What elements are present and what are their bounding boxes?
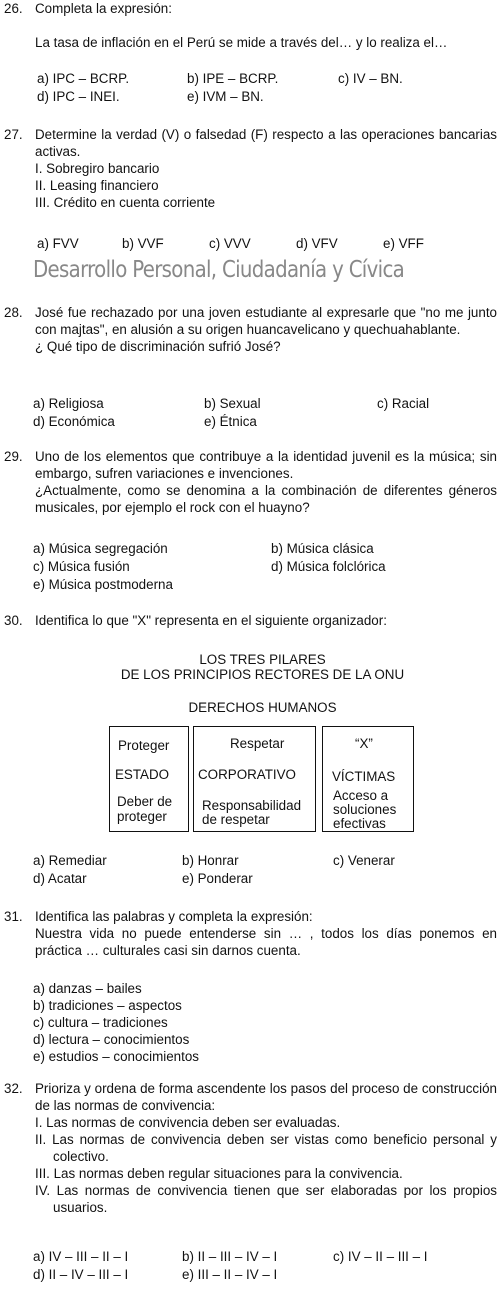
option-e: e) Ponderar xyxy=(182,871,253,886)
pillar-bottom-label: de respetar xyxy=(202,812,270,827)
option-a: a) FVV xyxy=(37,236,79,251)
question-number: 28. xyxy=(4,305,23,320)
option-a: a) Remediar xyxy=(33,853,107,868)
question-number: 30. xyxy=(4,613,23,628)
question-stem: Uno de los elementos que contribuye a la identidad juvenil es la música; sin embargo, sufren variaciones e invenciones. xyxy=(35,449,497,481)
option-a: a) IV – III – II – I xyxy=(33,1249,129,1264)
option-e: e) VFF xyxy=(383,236,424,251)
option-c: c) Venerar xyxy=(333,853,395,868)
option-c: c) Racial xyxy=(377,396,430,411)
pillar-top-label: “X” xyxy=(355,736,373,751)
option-a: a) IPC – BCRP. xyxy=(37,71,130,86)
roman-item: III. Crédito en cuenta corriente xyxy=(35,195,216,210)
option-e: e) Música postmoderna xyxy=(33,577,173,592)
option-d: d) II – IV – III – I xyxy=(33,1267,129,1282)
option-a: a) danzas – bailes xyxy=(33,981,142,996)
option-b: b) Sexual xyxy=(204,396,261,411)
pillar-mid-label: VÍCTIMAS xyxy=(332,769,396,784)
question-text: La tasa de inflación en el Perú se mide a través del… y lo realiza el… xyxy=(35,35,448,50)
question-number: 29. xyxy=(4,449,23,464)
question-text: Nuestra vida no puede entenderse sin … , todos los días ponemos en práctica … culturales casi sin darnos cuenta. xyxy=(35,926,497,958)
pillar-bottom-label: Responsabilidad xyxy=(202,798,302,813)
pillar-top-label: Respetar xyxy=(230,736,285,751)
question-prompt: ¿Actualmente, como se denomina a la combinación de diferentes géneros musicales, por ejemplo el rock con el huayno? xyxy=(35,483,497,515)
roman-item: III. Las normas deben regular situaciones para la convivencia. xyxy=(35,1166,403,1181)
question-number: 32. xyxy=(4,1081,23,1096)
pillar-bottom-label: proteger xyxy=(117,809,167,824)
pillar-bottom-label: efectivas xyxy=(333,816,386,831)
question-number: 31. xyxy=(4,909,23,924)
section-title: Desarrollo Personal, Ciudadanía y Cívica xyxy=(33,257,405,283)
option-b: b) Música clásica xyxy=(271,541,374,556)
option-c: c) VVV xyxy=(209,236,251,251)
pillar-box-proteger xyxy=(109,726,189,832)
question-number: 26. xyxy=(4,1,23,16)
option-b: b) II – III – IV – I xyxy=(182,1249,278,1264)
roman-item: II. Leasing financiero xyxy=(35,178,159,193)
question-stem: José fue rechazado por una joven estudiante al expresarle que "no me junto con majtas", en alusión a su origen huancavelicano y quechuahablante. xyxy=(35,305,497,337)
option-c: c) cultura – tradiciones xyxy=(33,1015,168,1030)
question-number: 27. xyxy=(4,127,23,142)
option-d: d) Música folclórica xyxy=(271,559,386,574)
option-d: d) IPC – INEI. xyxy=(37,89,120,104)
option-c: c) Música fusión xyxy=(33,559,130,574)
option-b: b) IPE – BCRP. xyxy=(187,71,279,86)
roman-item: I. Las normas de convivencia deben ser evaluadas. xyxy=(35,1115,341,1130)
option-e: e) IVM – BN. xyxy=(187,89,264,104)
question-stem: Prioriza y ordena de forma ascendente los pasos del proceso de construcción de las normas de convivencia: xyxy=(35,1081,497,1113)
pillar-bottom-label: soluciones xyxy=(333,802,397,817)
question-stem: Determine la verdad (V) o falsedad (F) respecto a las operaciones bancarias activas. xyxy=(35,127,497,159)
pillar-mid-label: ESTADO xyxy=(115,767,170,782)
option-d: d) lectura – conocimientos xyxy=(33,1032,190,1047)
option-c: c) IV – II – III – I xyxy=(333,1249,428,1264)
option-a: a) Música segregación xyxy=(33,541,168,556)
question-stem: Identifica las palabras y completa la expresión: xyxy=(35,909,313,924)
option-d: d) VFV xyxy=(296,236,338,251)
pillars-diagram xyxy=(0,650,500,840)
diagram-title-line1: LOS TRES PILARES xyxy=(199,652,326,667)
pillar-mid-label: CORPORATIVO xyxy=(198,767,296,782)
pillar-box-x xyxy=(322,726,414,832)
option-a: a) Religiosa xyxy=(33,396,104,411)
question-prompt: ¿ Qué tipo de discriminación sufrió José? xyxy=(35,339,281,354)
option-b: b) tradiciones – aspectos xyxy=(33,998,182,1013)
diagram-title-line2: DE LOS PRINCIPIOS RECTORES DE LA ONU xyxy=(120,667,405,682)
option-b: b) VVF xyxy=(122,236,164,251)
pillar-bottom-label: Deber de xyxy=(117,794,173,809)
option-d: d) Económica xyxy=(33,414,115,429)
option-c: c) IV – BN. xyxy=(338,71,403,86)
option-b: b) Honrar xyxy=(182,853,239,868)
option-e: e) Étnica xyxy=(204,414,257,429)
question-stem: Identifica lo que "X" representa en el siguiente organizador: xyxy=(35,613,387,628)
option-e: e) estudios – conocimientos xyxy=(33,1049,199,1064)
roman-item: IV. Las normas de convivencia tienen que ser elaboradas por los propios usuarios. xyxy=(35,1183,497,1215)
option-e: e) III – II – IV – I xyxy=(182,1267,278,1282)
question-stem: Completa la expresión: xyxy=(35,1,172,16)
option-d: d) Acatar xyxy=(33,871,87,886)
roman-item: I. Sobregiro bancario xyxy=(35,161,160,176)
pillar-box-respetar xyxy=(193,726,316,832)
diagram-subtitle: DERECHOS HUMANOS xyxy=(188,700,337,715)
pillar-top-label: Proteger xyxy=(118,738,170,753)
pillar-bottom-label: Acceso a xyxy=(333,788,389,803)
roman-item: II. Las normas de convivencia deben ser vistas como beneficio personal y colectivo. xyxy=(35,1132,497,1164)
